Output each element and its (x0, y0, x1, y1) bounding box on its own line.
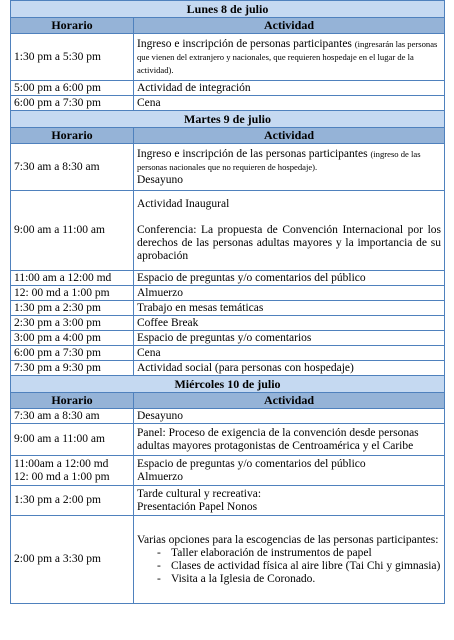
table-row (11, 144, 445, 191)
day-header-tuesday (11, 111, 445, 128)
table-row (11, 409, 445, 424)
activity-cell: Trabajo en mesas temáticas (134, 301, 445, 316)
activity-cell: Espacio de preguntas y/o comentarios (134, 331, 445, 346)
table-row (11, 516, 445, 604)
table-row (11, 286, 445, 301)
time-cell: 7:30 am a 8:30 am (11, 144, 134, 191)
day-header-monday (11, 1, 445, 18)
col-time-header: Horario (11, 393, 134, 409)
activity-cell (134, 144, 445, 191)
activity-text: Espacio de preguntas y/o comentarios del público (137, 457, 366, 470)
day-title: Miércoles 10 de julio (11, 376, 445, 393)
col-activity-header: Actividad (134, 128, 445, 144)
time-cell: 12: 00 md a 1:00 pm (11, 286, 134, 301)
day-title: Martes 9 de julio (11, 111, 445, 128)
activity-cell: Desayuno (134, 409, 445, 424)
activity-text: Tarde cultural y recreativa: (137, 487, 262, 500)
time-cell: 3:00 pm a 4:00 pm (11, 331, 134, 346)
table-row (11, 486, 445, 516)
activity-cell: Coffee Break (134, 316, 445, 331)
time-cell: 1:30 pm a 5:30 pm (11, 34, 134, 81)
activity-cell: Actividad social (para personas con hospedaje) (134, 361, 445, 376)
table-row (11, 96, 445, 111)
activity-cell: Panel: Proceso de exigencia de la convención desde personas adultas mayores protagonistas de Centroamérica y el Caribe (134, 424, 445, 456)
activity-text: Ingreso e inscripción de las personas participantes (137, 147, 368, 160)
activity-text: Desayuno (137, 173, 183, 186)
activity-cell (134, 486, 445, 516)
activity-cell: Espacio de preguntas y/o comentarios del público (134, 271, 445, 286)
col-activity-header: Actividad (134, 18, 445, 34)
activity-cell (134, 516, 445, 604)
time-cell: 2:30 pm a 3:00 pm (11, 316, 134, 331)
table-row (11, 34, 445, 81)
activity-cell: Actividad de integración (134, 81, 445, 96)
table-row (11, 424, 445, 456)
options-list (137, 547, 441, 586)
table-row (11, 346, 445, 361)
time-cell: 7:30 pm a 9:30 pm (11, 361, 134, 376)
activity-text: Varias opciones para la escogencias de las personas participantes: (137, 533, 439, 546)
table-row (11, 81, 445, 96)
time-cell: 1:30 pm a 2:30 pm (11, 301, 134, 316)
activity-cell: Cena (134, 96, 445, 111)
activity-note: (ingresarán las personas que vienen del extranjero y nacionales, que requieren hospedaje en el lugar de la actividad). (137, 38, 438, 75)
time-cell: 7:30 am a 8:30 am (11, 409, 134, 424)
table-row (11, 271, 445, 286)
activity-cell (134, 191, 445, 271)
activity-note: (ingreso de las personas nacionales que no requieren de hospedaje). (137, 148, 421, 172)
table-row (11, 456, 445, 486)
table-row (11, 316, 445, 331)
table-row (11, 301, 445, 316)
activity-cell (134, 456, 445, 486)
list-item: - Visita a la Iglesia de Coronado. (157, 573, 441, 586)
list-item: - Clases de actividad física al aire libre (Tai Chi y gimnasia) (157, 560, 441, 573)
activity-text: Conferencia: La propuesta de Convención Internacional por los derechos de las personas adultas mayores y la importancia de su aprobación (137, 224, 441, 262)
schedule (10, 0, 444, 604)
time-cell: 9:00 am a 11:00 am (11, 191, 134, 271)
table-row (11, 331, 445, 346)
activity-text: Presentación Papel Nonos (137, 500, 258, 513)
column-header-row (11, 18, 445, 34)
activity-text: Almuerzo (137, 470, 183, 483)
column-header-row (11, 128, 445, 144)
list-item: - Taller elaboración de instrumentos de papel (157, 547, 441, 560)
col-activity-header: Actividad (134, 393, 445, 409)
activity-text: Actividad Inaugural (137, 198, 230, 210)
time-cell: 6:00 pm a 7:30 pm (11, 96, 134, 111)
time-cell: 11:00 am a 12:00 md (11, 271, 134, 286)
activity-cell: Cena (134, 346, 445, 361)
table-row (11, 191, 445, 271)
activity-cell: Almuerzo (134, 286, 445, 301)
table-row (11, 361, 445, 376)
activity-text: Ingreso e inscripción de personas participantes (137, 37, 352, 50)
column-header-row (11, 393, 445, 409)
time-cell: 6:00 pm a 7:30 pm (11, 346, 134, 361)
col-time-header: Horario (11, 18, 134, 34)
time-cell: 9:00 am a 11:00 am (11, 424, 134, 456)
time-cell (11, 456, 134, 486)
time-text: 11:00am a 12:00 md (14, 457, 109, 470)
day-header-wednesday (11, 376, 445, 393)
time-cell: 1:30 pm a 2:00 pm (11, 486, 134, 516)
time-cell: 5:00 pm a 6:00 pm (11, 81, 134, 96)
col-time-header: Horario (11, 128, 134, 144)
activity-cell (134, 34, 445, 81)
day-title: Lunes 8 de julio (11, 1, 445, 18)
time-cell: 2:00 pm a 3:30 pm (11, 516, 134, 604)
schedule-table (10, 0, 445, 604)
time-text: 12: 00 md a 1:00 pm (14, 470, 110, 483)
